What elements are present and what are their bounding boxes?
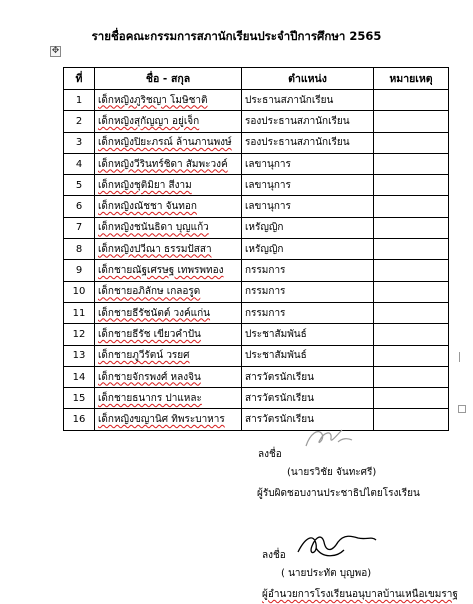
row-no: 8 (64, 239, 95, 260)
signer-name-1: (นายรวิชัย จันทะศรี) (287, 467, 377, 478)
row-name (95, 153, 242, 174)
row-position: สารวัตรนักเรียน (242, 409, 374, 430)
header-no: ที่ (64, 68, 95, 90)
signer-name-2: ( นายประทัต บุญพอ) (281, 568, 372, 579)
table-row (64, 239, 449, 260)
row-note (374, 345, 449, 366)
row-name-text: เด็กหญิงปวีณา ธรรมปัสสา (98, 243, 212, 255)
member-table (63, 67, 449, 431)
sign-label-2: ลงชื่อ (262, 550, 286, 561)
table-row (64, 196, 449, 217)
row-note (374, 175, 449, 196)
row-no: 16 (64, 409, 95, 430)
table-edge-marker (459, 352, 460, 362)
table-row (64, 366, 449, 387)
row-no: 14 (64, 366, 95, 387)
row-position: ประชาสัมพันธ์ (242, 345, 374, 366)
row-position: รองประธานสภานักเรียน (242, 111, 374, 132)
row-name (95, 345, 242, 366)
row-no: 3 (64, 132, 95, 153)
row-note (374, 409, 449, 430)
row-name-text: เด็กชายณัฐเศรษฐ เทพรพทอง (98, 265, 224, 277)
row-name (95, 217, 242, 238)
row-name-text: เด็กหญิงณัชชา จันทอก (98, 201, 197, 213)
row-name-text: เด็กชายธีรัชนัตต์ วงค์แก่น (98, 307, 211, 319)
row-note (374, 153, 449, 174)
row-note (374, 302, 449, 323)
row-position: ประชาสัมพันธ์ (242, 324, 374, 345)
row-name (95, 260, 242, 281)
move-icon[interactable]: ✥ (51, 46, 60, 56)
row-name (95, 302, 242, 323)
row-name-text: เด็กหญิงวีรินทร์ชิดา สัมพะวงค์ (98, 158, 228, 170)
row-note (374, 196, 449, 217)
row-name-text: เด็กชายภูวีรัตน์ วรยศ (98, 350, 190, 362)
row-note (374, 239, 449, 260)
table-row (64, 388, 449, 409)
row-position: สารวัตรนักเรียน (242, 366, 374, 387)
row-note (374, 111, 449, 132)
row-name (95, 196, 242, 217)
row-position: กรรมการ (242, 281, 374, 302)
row-position: เลขานุการ (242, 196, 374, 217)
row-note (374, 217, 449, 238)
row-name (95, 239, 242, 260)
row-no: 13 (64, 345, 95, 366)
header-note: หมายเหตุ (374, 68, 449, 90)
table-row (64, 111, 449, 132)
row-name (95, 132, 242, 153)
row-name-text: เด็กหญิงชุติมิยา สีงาม (98, 179, 192, 191)
row-position: ประธานสภานักเรียน (242, 90, 374, 111)
row-name (95, 281, 242, 302)
row-name (95, 175, 242, 196)
row-note (374, 132, 449, 153)
row-position: เหรัญญิก (242, 239, 374, 260)
table-row (64, 175, 449, 196)
row-no: 2 (64, 111, 95, 132)
table-row (64, 260, 449, 281)
row-name-text: เด็กหญิงภูริชญา โมษิชาติ (98, 94, 208, 106)
table-row (64, 90, 449, 111)
row-name-text: เด็กหญิงชนันธิดา บุญแก้ว (98, 222, 209, 234)
row-position: สารวัตรนักเรียน (242, 388, 374, 409)
signer-role-2: ผู้อำนวยการโรงเรียนอนุบาลบ้านเหนือเขมราฐ (262, 589, 458, 600)
row-note (374, 388, 449, 409)
signature-2 (292, 528, 382, 564)
row-note (374, 260, 449, 281)
row-no: 5 (64, 175, 95, 196)
row-name (95, 111, 242, 132)
signature-1 (298, 420, 358, 454)
table-row (64, 281, 449, 302)
header-name: ชื่อ - สกุล (95, 68, 242, 90)
table-header-row (64, 68, 449, 90)
row-no: 9 (64, 260, 95, 281)
row-position: เหรัญญิก (242, 217, 374, 238)
row-position: กรรมการ (242, 302, 374, 323)
row-note (374, 366, 449, 387)
row-no: 4 (64, 153, 95, 174)
table-row (64, 302, 449, 323)
row-note (374, 281, 449, 302)
table-row (64, 132, 449, 153)
row-name-text: เด็กหญิงสุกัญญา อยู่เจ็ก (98, 115, 200, 127)
row-no: 11 (64, 302, 95, 323)
row-name-text: เด็กชายธีรัช เขียวคำปัน (98, 328, 201, 340)
row-name-text: เด็กชายอภิลักษ เกลอรูด (98, 286, 201, 298)
row-name (95, 409, 242, 430)
row-name (95, 366, 242, 387)
resize-handle-icon[interactable] (458, 405, 466, 413)
table-row (64, 153, 449, 174)
row-no: 6 (64, 196, 95, 217)
table-row (64, 345, 449, 366)
table-row (64, 217, 449, 238)
table-row (64, 409, 449, 430)
table-row (64, 324, 449, 345)
row-name-text: เด็กชายธนากร ปาแหละ (98, 392, 202, 404)
row-no: 10 (64, 281, 95, 302)
row-no: 1 (64, 90, 95, 111)
row-position: เลขานุการ (242, 153, 374, 174)
row-note (374, 90, 449, 111)
row-name-text: เด็กชายจักรพงศ์ หลงจิน (98, 371, 201, 383)
row-position: กรรมการ (242, 260, 374, 281)
row-name (95, 324, 242, 345)
row-position: รองประธานสภานักเรียน (242, 132, 374, 153)
row-no: 15 (64, 388, 95, 409)
row-name-text: เด็กหญิงปิยะภรณ์ ล้านภานพงษ์ (98, 137, 232, 149)
signer-role-1: ผู้รับผิดชอบงานประชาธิปไตยโรงเรียน (257, 488, 420, 499)
page-title: รายชื่อคณะกรรมการสภานักเรียนประจำปีการศึกษา 2565 (91, 29, 382, 43)
header-position: ตำแหน่ง (242, 68, 374, 90)
row-name (95, 388, 242, 409)
sign-label-1: ลงชื่อ (258, 449, 282, 460)
row-position: เลขานุการ (242, 175, 374, 196)
row-name-text: เด็กหญิงขญานิศ ทิพระบาหาร (98, 414, 225, 426)
row-name (95, 90, 242, 111)
row-note (374, 324, 449, 345)
row-no: 7 (64, 217, 95, 238)
row-no: 12 (64, 324, 95, 345)
